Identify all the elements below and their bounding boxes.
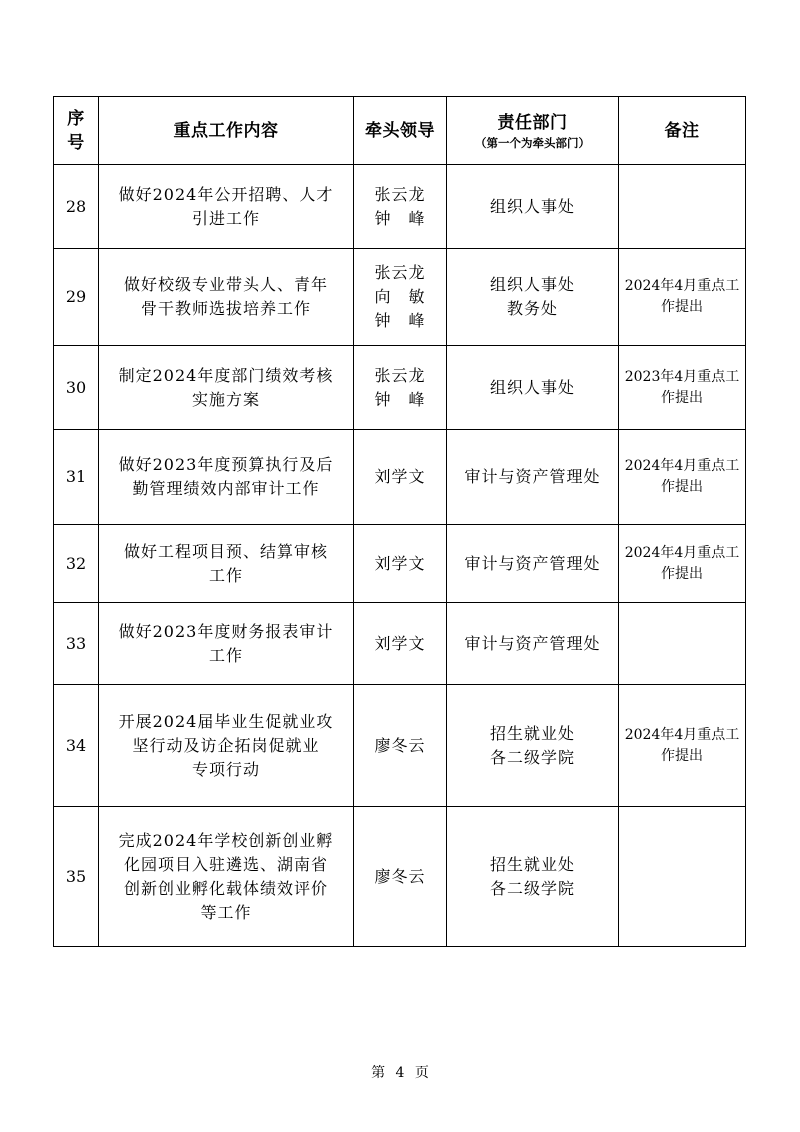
work-content-line: 创新创业孵化载体绩效评价 <box>123 878 328 898</box>
table-row <box>54 346 746 430</box>
work-content-line: 制定2024年度部门绩效考核 <box>118 365 334 385</box>
row-number: 33 <box>54 603 99 685</box>
row-note: 2024年4月重点工作提出 <box>619 249 746 346</box>
work-content-line: 等工作 <box>200 902 252 922</box>
work-content <box>99 249 354 346</box>
header-content: 重点工作内容 <box>99 97 354 165</box>
work-content <box>99 430 354 525</box>
table-header-row <box>54 97 746 165</box>
dept-name: 组织人事处 <box>489 275 575 294</box>
table-row <box>54 685 746 807</box>
row-note <box>619 603 746 685</box>
lead-leader <box>354 603 447 685</box>
leader-name: 钟 峰 <box>374 311 426 330</box>
leader-name: 廖冬云 <box>374 735 426 755</box>
responsible-dept <box>447 603 619 685</box>
page-number <box>0 1064 800 1082</box>
lead-leader <box>354 346 447 430</box>
lead-leader <box>354 249 447 346</box>
work-content-line: 做好2023年度预算执行及后 <box>118 455 334 474</box>
table-row <box>54 249 746 346</box>
dept-name: 各二级学院 <box>489 747 575 767</box>
work-content-line: 实施方案 <box>191 389 260 409</box>
dept-name: 组织人事处 <box>489 196 575 216</box>
work-content <box>99 346 354 430</box>
work-content-line: 骨干教师选拔培养工作 <box>140 299 311 318</box>
dept-name: 各二级学院 <box>489 878 575 898</box>
work-content-line: 做好2024年公开招聘、人才 <box>118 184 334 204</box>
page-prefix: 第 <box>371 1065 386 1081</box>
dept-name: 招生就业处 <box>489 723 575 743</box>
responsible-dept <box>447 249 619 346</box>
dept-name: 组织人事处 <box>489 377 575 397</box>
work-plan-table <box>53 96 746 947</box>
row-number: 34 <box>54 685 99 807</box>
row-note <box>619 165 746 249</box>
work-content-line: 开展2024届毕业生促就业攻 <box>118 711 334 731</box>
work-content <box>99 807 354 947</box>
lead-leader <box>354 430 447 525</box>
leader-name: 钟 峰 <box>374 208 426 228</box>
row-note: 2024年4月重点工作提出 <box>619 685 746 807</box>
work-content-line: 工作 <box>208 645 243 665</box>
header-no: 序号 <box>54 97 99 165</box>
row-number: 31 <box>54 430 99 525</box>
row-note: 2024年4月重点工作提出 <box>619 525 746 603</box>
page-suffix: 页 <box>414 1065 429 1081</box>
leader-name: 张云龙 <box>374 365 426 385</box>
dept-name: 审计与资产管理处 <box>464 553 601 573</box>
leader-name: 钟 峰 <box>374 389 426 409</box>
work-content-line: 工作 <box>208 565 243 585</box>
dept-name: 审计与资产管理处 <box>464 467 601 486</box>
row-number: 35 <box>54 807 99 947</box>
table-row <box>54 807 746 947</box>
header-dept <box>447 97 619 165</box>
header-dept-label: 责任部门 <box>497 112 568 133</box>
leader-name: 张云龙 <box>374 184 426 204</box>
row-number: 30 <box>54 346 99 430</box>
work-content <box>99 525 354 603</box>
leader-name: 向 敏 <box>374 287 426 306</box>
responsible-dept <box>447 685 619 807</box>
table-row <box>54 165 746 249</box>
work-content-line: 做好2023年度财务报表审计 <box>118 621 334 641</box>
row-number: 32 <box>54 525 99 603</box>
work-content-line: 专项行动 <box>191 759 260 779</box>
table-row <box>54 525 746 603</box>
lead-leader <box>354 685 447 807</box>
work-content-line: 引进工作 <box>191 208 260 228</box>
work-content <box>99 685 354 807</box>
work-content-line: 做好工程项目预、结算审核 <box>123 541 328 561</box>
dept-name: 招生就业处 <box>489 854 575 874</box>
responsible-dept <box>447 807 619 947</box>
row-number: 28 <box>54 165 99 249</box>
table-body <box>54 165 746 947</box>
responsible-dept <box>447 346 619 430</box>
row-note: 2023年4月重点工作提出 <box>619 346 746 430</box>
responsible-dept <box>447 165 619 249</box>
row-number: 29 <box>54 249 99 346</box>
leader-name: 刘学文 <box>374 467 426 486</box>
row-note <box>619 807 746 947</box>
table-row <box>54 603 746 685</box>
row-note: 2024年4月重点工作提出 <box>619 430 746 525</box>
dept-name: 教务处 <box>506 299 558 318</box>
dept-name: 审计与资产管理处 <box>464 633 601 653</box>
page-number-value: 4 <box>395 1065 405 1081</box>
leader-name: 张云龙 <box>374 263 426 282</box>
responsible-dept <box>447 430 619 525</box>
leader-name: 廖冬云 <box>374 866 426 886</box>
work-content-line: 做好校级专业带头人、青年 <box>123 275 328 294</box>
work-content-line: 化园项目入驻遴选、湖南省 <box>123 854 328 874</box>
header-note: 备注 <box>619 97 746 165</box>
work-content <box>99 165 354 249</box>
work-content <box>99 603 354 685</box>
header-dept-note: （第一个为牵头部门） <box>475 135 590 150</box>
work-content-line: 坚行动及访企拓岗促就业 <box>132 735 320 755</box>
lead-leader <box>354 525 447 603</box>
responsible-dept <box>447 525 619 603</box>
work-content-line: 完成2024年学校创新创业孵 <box>118 830 334 850</box>
work-content-line: 勤管理绩效内部审计工作 <box>132 479 320 498</box>
lead-leader <box>354 807 447 947</box>
table-row <box>54 430 746 525</box>
leader-name: 刘学文 <box>374 633 426 653</box>
leader-name: 刘学文 <box>374 553 426 573</box>
lead-leader <box>354 165 447 249</box>
header-leader: 牵头领导 <box>354 97 447 165</box>
